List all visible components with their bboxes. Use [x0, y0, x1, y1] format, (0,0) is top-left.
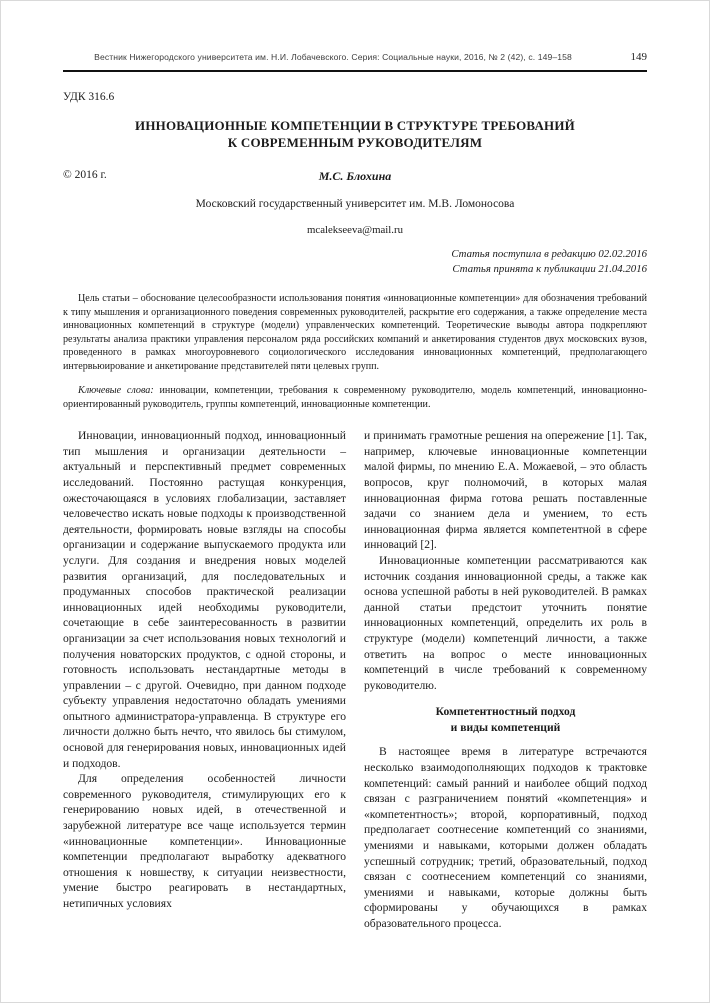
author-email: mcalekseeva@mail.ru — [307, 224, 403, 236]
body-column-right — [364, 428, 647, 931]
article-body — [63, 428, 647, 931]
keywords-text: инновации, компетенции, требования к современному руководителю, модель компетенций, инновационно-ориентированный руководитель, группы компетенций, инновационные компетенции. — [63, 385, 647, 410]
running-header — [63, 1, 647, 72]
section-heading-line2: и виды компетенций — [450, 720, 561, 734]
paragraph: В настоящее время в литературе встречаются несколько взаимодополняющих подходов к трактовке компетенций: самый ранний и наиболее общий подход связан с разграничением понятий «компетенция» и «компетентность»; второй, корпоративный, подход предполагает соотнесение компетенций со знаниями, умениями и навыками, которыми должен обладать успешный сотрудник; третий, образовательный, подход связан с соотнесением компетенций со знаниями, умениями и навыками, которые должны быть сформированы у обучающихся в рамках образовательного процесса. — [364, 745, 647, 930]
article-title — [63, 118, 647, 151]
udc-code: УДК 316.6 — [63, 91, 115, 103]
page-number: 149 — [630, 51, 647, 63]
paragraph: Инновационные компетенции рассматриваются как источник создания инновационной среды, а также как основа успешной работы в ней руководителей. В рамках данной статьи предстоит уточнить понятие инновационных компетенций, определить их роль в структуре (модели) компетенций личности, а также ответить на вопрос о месте инновационных компетенций в числе требований к современному руководителю. — [364, 553, 647, 692]
section-heading — [364, 704, 647, 735]
section-heading-line1: Компетентностный подход — [435, 705, 576, 719]
keywords-label: Ключевые слова: — [78, 385, 154, 397]
paragraph: и принимать грамотные решения на опережение [1]. Так, например, ключевые инновационные компетенции малой фирмы, по мнению Е.А. Можаевой, – это область вопросов, круг полномочий, в которых малая инновационная фирма готова решать поставленные задачи со знанием дела и умением, то есть инновационная фирма является компетентной в сфере инноваций [2]. — [364, 429, 647, 552]
body-column-left — [63, 428, 346, 931]
date-accepted: Статья принята к публикации 21.04.2016 — [452, 262, 647, 275]
copyright-year: © 2016 г. — [63, 169, 107, 181]
article-title-line1: ИННОВАЦИОННЫЕ КОМПЕТЕНЦИИ В СТРУКТУРЕ ТРЕБОВАНИЙ — [135, 118, 575, 133]
paragraph: Для определения особенностей личности современного руководителя, стимулирующих его к генерированию новых идей, в отечественной и зарубежной литературе все чаще используется термин «инновационные компетенции». Инновационные компетенции предполагают выработку адекватного отношения к новшеству, к ситуации неизвестности, умение быстро реагировать в нестандартных, нетипичных условиях — [63, 772, 346, 910]
article-title-line2: К СОВРЕМЕННЫМ РУКОВОДИТЕЛЯМ — [227, 134, 483, 150]
article-dates — [63, 247, 647, 276]
paragraph: Инновации, инновационный подход, инновационный тип мышления и организации деятельности – актуальный и перспективный предмет современных исследований. Постоянно растущая конкуренция, ожесточающаяся в условиях глобализации, заставляет человечество искать новые подходы к производственной деятельности, формировать новые взгляды на способы организации и содержание выпускаемого продукта или услуги. Для создания и внедрения новых моделей развития организаций, для последовательных и продуманных способов практической реализации инновационных идей необходимы руководители, сочетающие в себе заинтересованность в развитии организации за счет использования новых технологий и получения новаторских продуктов, с одной стороны, и готовность использовать нестандартные методы в управлении – с другой. Очевидно, при данном подходе субъекту управления недостаточно обладать умениями опытного администратора-управленца. В структуре его личности должно быть нечто, что явилось бы стимулом, основой для генерирования новых, инновационных идей и подходов. — [63, 429, 346, 770]
author-name: М.С. Блохина — [318, 169, 392, 183]
keywords-block — [63, 384, 647, 411]
date-received: Статья поступила в редакцию 02.02.2016 — [451, 248, 647, 260]
abstract-text: Цель статьи – обоснование целесообразности использования понятия «инновационные компетенции» для обозначения требований к типу мышления и организационного поведения современных руководителей, раскрытие его содержания, а также определение места инновационных компетенций в структуре (модели) управленческих компетенций. Теоретические выводы автора подкрепляют результаты анализа практики управления персоналом ряда российских компаний и анкетирования студентов двух московских вузов, проведенного в рамках многоуровневого социологического исследования инновационных компетенций, предполагающего интервьюирование и анкетирование представителей пяти целевых групп. — [63, 293, 647, 372]
journal-citation: Вестник Нижегородского университета им. Н.И. Лобачевского. Серия: Социальные науки, 2016, № 2 (42), с. 149–158 — [94, 52, 572, 62]
affiliation: Московский государственный университет им. М.В. Ломоносова — [195, 198, 515, 210]
byline — [63, 169, 647, 184]
